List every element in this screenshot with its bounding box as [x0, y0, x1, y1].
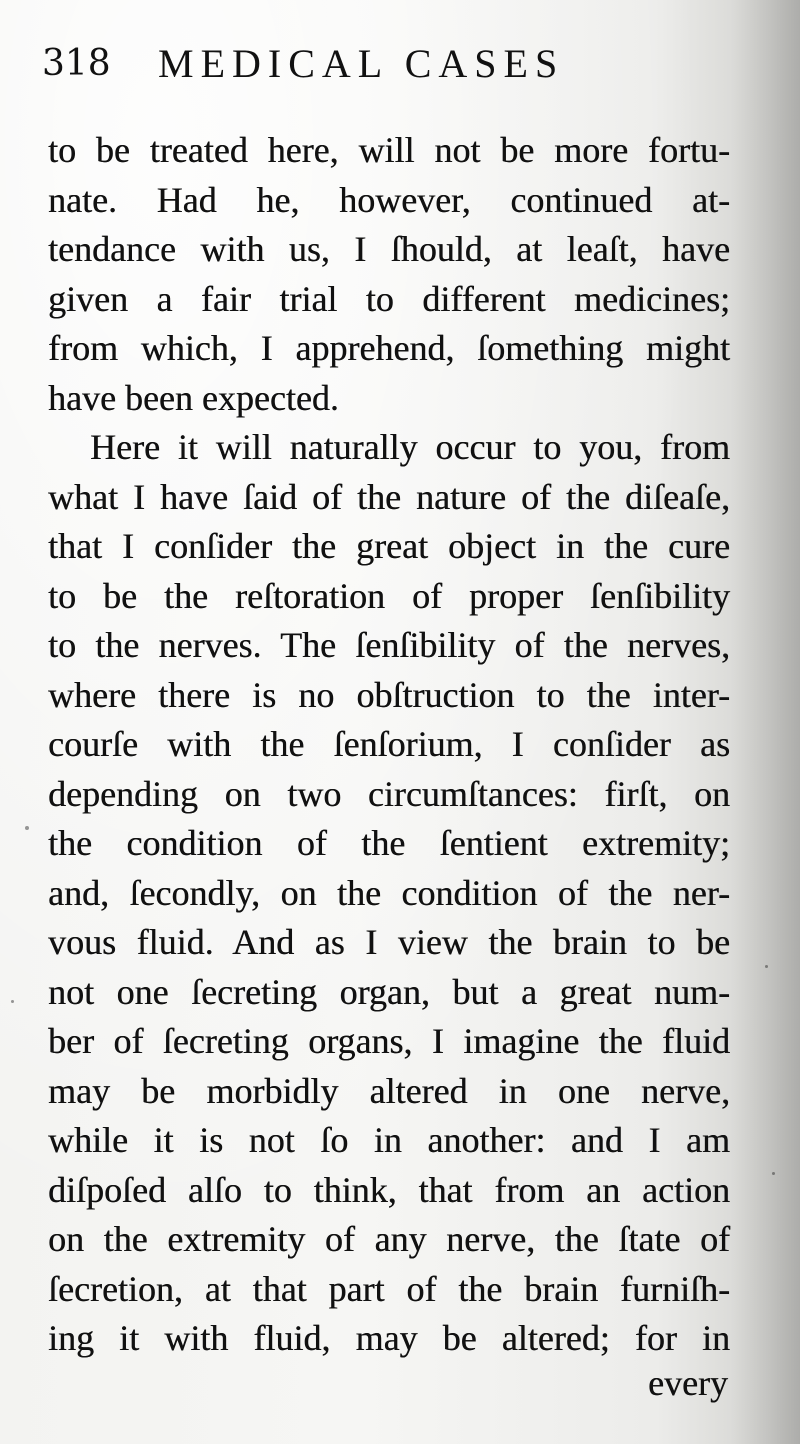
- text-line: to be treated here, will not be more fortu-: [48, 130, 730, 170]
- paper-speck: [11, 1000, 14, 1003]
- text-line: while it is not ſo in another: and I am: [48, 1120, 730, 1160]
- paragraph-end-line: have been expected.: [48, 377, 339, 418]
- text-line: that I conſider the great object in the cure: [48, 526, 730, 566]
- text-line: ing it with fluid, may be altered; for in: [48, 1318, 730, 1358]
- text-line: to the nerves. The ſenſibility of the nerves,: [48, 625, 730, 665]
- text-line: where there is no obſtruction to the inter-: [48, 674, 730, 715]
- text-line: courſe with the ſenſorium, I conſider as: [48, 724, 730, 764]
- text-line: ber of ſecreting organs, I imagine the fluid: [48, 1021, 730, 1061]
- text-line: the condition of the ſentient extremity;: [48, 823, 730, 863]
- page-header: [42, 36, 692, 94]
- catchword: every: [648, 1363, 728, 1403]
- text-line: and, ſecondly, on the condition of the ner-: [48, 872, 730, 913]
- text-line: not one ſecreting organ, but a great num-: [48, 971, 730, 1012]
- page-edge-shadow: [730, 0, 800, 1444]
- text-line: what I have ſaid of the nature of the diſeaſe,: [48, 476, 730, 517]
- text-line: ſecretion, at that part of the brain furniſh-: [48, 1268, 730, 1309]
- text-line: may be morbidly altered in one nerve,: [48, 1070, 730, 1111]
- page-number: 318: [42, 43, 111, 84]
- paper-speck: [765, 965, 768, 968]
- paragraph-start-line: Here it will naturally occur to you, from: [90, 427, 730, 467]
- text-line: depending on two circumſtances: firſt, on: [48, 773, 730, 814]
- running-title: MEDICAL CASES: [158, 41, 565, 86]
- paper-speck: [772, 1172, 775, 1175]
- text-line: diſpoſed alſo to think, that from an action: [48, 1169, 730, 1210]
- text-line: given a fair trial to different medicines;: [48, 278, 730, 319]
- text-line: on the extremity of any nerve, the ſtate of: [48, 1219, 730, 1259]
- text-line: to be the reſtoration of proper ſenſibility: [48, 575, 730, 616]
- text-line: nate. Had he, however, continued at-: [48, 179, 730, 220]
- text-line: tendance with us, I ſhould, at leaſt, have: [48, 229, 730, 269]
- text-line: vous fluid. And as I view the brain to be: [48, 922, 730, 962]
- paper-speck: [25, 826, 29, 830]
- body-text: [48, 126, 730, 1364]
- text-line: from which, I apprehend, ſomething might: [48, 328, 730, 368]
